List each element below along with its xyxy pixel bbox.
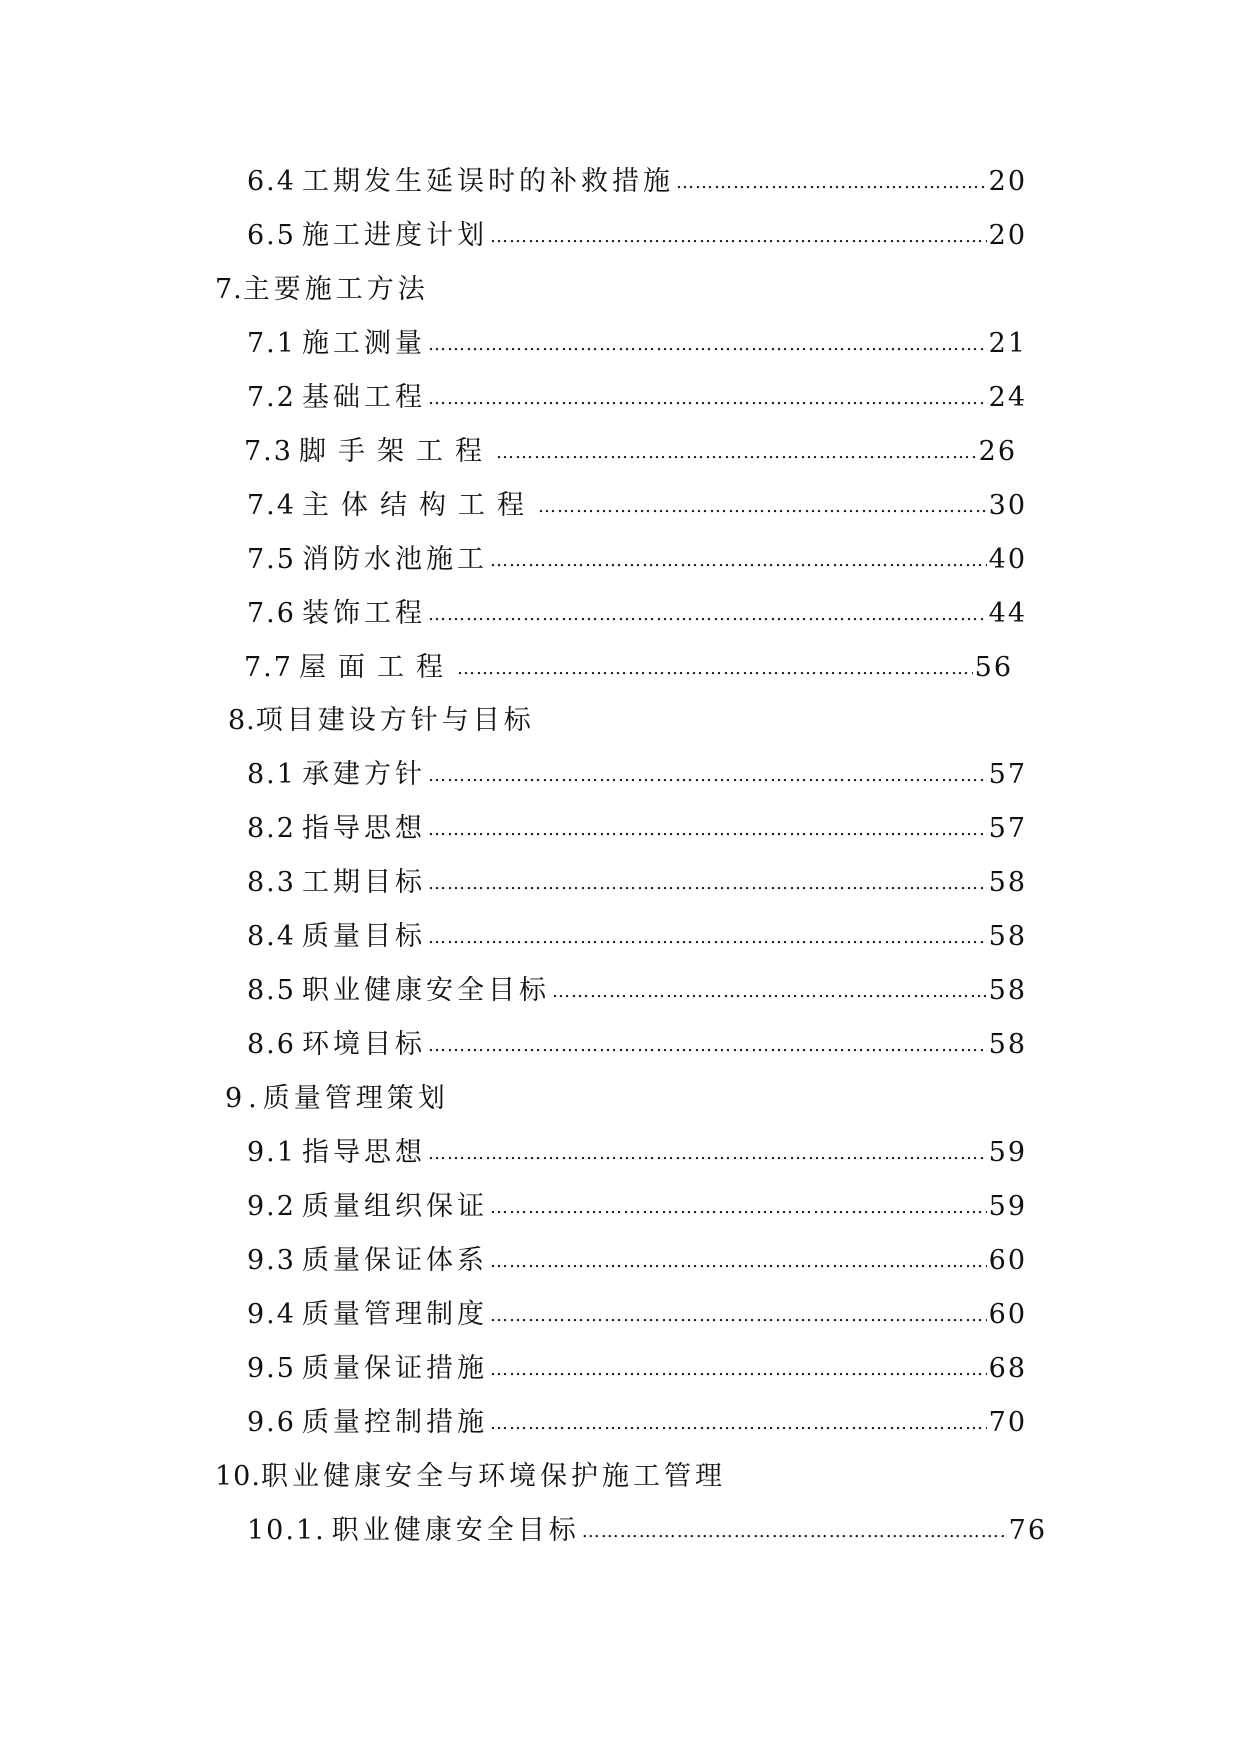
- dot-leader: [428, 1136, 987, 1172]
- toc-entry-number: 7.4: [247, 490, 296, 521]
- toc-entry-page: 59: [988, 1191, 1027, 1222]
- toc-entry-7-4[interactable]: [247, 488, 1027, 527]
- toc-entry-number: 10.1.: [247, 1515, 326, 1546]
- dot-leader: [496, 435, 977, 471]
- dot-leader: [428, 1028, 987, 1064]
- toc-entry-number: 7.3: [244, 436, 293, 467]
- toc-entry-number: 6.4: [247, 166, 296, 197]
- toc-entry-9-3[interactable]: [247, 1243, 1027, 1282]
- toc-heading-9[interactable]: [225, 1081, 449, 1117]
- toc-entry-number: 9.6: [247, 1407, 296, 1438]
- toc-heading-title: 职业健康安全与环境保护施工管理: [260, 1461, 726, 1492]
- toc-entry-7-1[interactable]: [247, 326, 1027, 365]
- dot-leader: [490, 1352, 987, 1388]
- toc-entry-page: 58: [988, 1029, 1027, 1060]
- dot-leader: [676, 165, 987, 201]
- toc-heading-number: 8.: [228, 705, 256, 736]
- toc-heading-title: 主要施工方法: [242, 274, 429, 305]
- toc-entry-number: 9.2: [247, 1191, 296, 1222]
- toc-entry-number: 7.1: [247, 328, 296, 359]
- toc-entry-number: 8.5: [247, 975, 296, 1006]
- toc-entry-title: 职业健康安全目标: [331, 1515, 580, 1546]
- dot-leader: [490, 1244, 987, 1280]
- toc-entry-9-1[interactable]: [247, 1135, 1027, 1174]
- dot-leader: [490, 1298, 987, 1334]
- dot-leader: [428, 866, 987, 902]
- toc-entry-title: 环境目标: [301, 1029, 426, 1060]
- toc-entry-title: 承建方针: [301, 759, 426, 790]
- toc-entry-6-4[interactable]: [247, 164, 1027, 203]
- dot-leader: [490, 219, 987, 255]
- toc-entry-number: 7.5: [247, 544, 296, 575]
- toc-entry-page: 30: [988, 490, 1027, 521]
- toc-entry-page: 21: [988, 328, 1027, 359]
- toc-entry-8-2[interactable]: [247, 811, 1027, 850]
- toc-entry-page: 59: [988, 1137, 1027, 1168]
- toc-entry-title: 装饰工程: [301, 598, 426, 629]
- toc-entry-number: 8.6: [247, 1029, 296, 1060]
- toc-entry-page: 60: [988, 1299, 1027, 1330]
- toc-entry-page: 57: [988, 759, 1027, 790]
- toc-entry-number: 8.1: [247, 759, 296, 790]
- dot-leader: [538, 489, 987, 525]
- toc-entry-number: 6.5: [247, 220, 296, 251]
- dot-leader: [490, 1190, 987, 1226]
- toc-entry-7-5[interactable]: [247, 542, 1027, 581]
- toc-entry-number: 8.2: [247, 813, 296, 844]
- toc-entry-page: 60: [988, 1245, 1027, 1276]
- toc-entry-page: 44: [988, 598, 1027, 629]
- toc-entry-8-5[interactable]: [247, 973, 1027, 1012]
- toc-entry-title: 屋面工程: [298, 652, 455, 683]
- toc-entry-7-6[interactable]: [247, 596, 1027, 635]
- toc-entry-page: 58: [988, 921, 1027, 952]
- toc-entry-8-4[interactable]: [247, 919, 1027, 958]
- toc-entry-title: 施工进度计划: [301, 220, 488, 251]
- toc-entry-page: 57: [988, 813, 1027, 844]
- dot-leader: [428, 327, 987, 363]
- toc-entry-title: 基础工程: [301, 382, 426, 413]
- toc-entry-number: 8.3: [247, 867, 296, 898]
- toc-entry-title: 质量保证措施: [301, 1353, 488, 1384]
- toc-heading-number: 9.: [225, 1083, 263, 1114]
- toc-entry-page: 68: [988, 1353, 1027, 1384]
- toc-entry-title: 指导思想: [301, 1137, 426, 1168]
- toc-entry-number: 9.4: [247, 1299, 296, 1330]
- dot-leader: [428, 812, 987, 848]
- dot-leader: [552, 974, 987, 1010]
- toc-entry-title: 职业健康安全目标: [301, 975, 550, 1006]
- toc-entry-title: 主体结构工程: [301, 490, 536, 521]
- toc-entry-9-4[interactable]: [247, 1297, 1027, 1336]
- dot-leader: [457, 651, 973, 687]
- toc-entry-page: 56: [974, 652, 1013, 683]
- dot-leader: [428, 920, 987, 956]
- toc-entry-title: 施工测量: [301, 328, 426, 359]
- toc-entry-number: 7.2: [247, 382, 296, 413]
- toc-entry-number: 7.7: [244, 652, 293, 683]
- toc-entry-title: 工期发生延误时的补救措施: [301, 166, 674, 197]
- toc-entry-page: 24: [988, 382, 1027, 413]
- toc-entry-9-6[interactable]: [247, 1405, 1027, 1444]
- toc-heading-title: 项目建设方针与目标: [255, 705, 535, 736]
- toc-entry-7-7[interactable]: [244, 650, 1013, 689]
- toc-entry-page: 76: [1008, 1515, 1047, 1546]
- toc-entry-title: 质量目标: [301, 921, 426, 952]
- toc-heading-title: 质量管理策划: [262, 1083, 449, 1114]
- toc-entry-title: 指导思想: [301, 813, 426, 844]
- toc-entry-7-2[interactable]: [247, 380, 1027, 419]
- toc-entry-number: 8.4: [247, 921, 296, 952]
- toc-entry-6-5[interactable]: [247, 218, 1027, 257]
- toc-heading-number: 7.: [215, 274, 243, 305]
- toc-entry-number: 9.5: [247, 1353, 296, 1384]
- toc-entry-page: 58: [988, 867, 1027, 898]
- toc-entry-title: 工期目标: [301, 867, 426, 898]
- dot-leader: [582, 1514, 1007, 1550]
- toc-heading-8[interactable]: [228, 703, 535, 739]
- toc-entry-page: 58: [988, 975, 1027, 1006]
- toc-entry-title: 脚手架工程: [298, 436, 494, 467]
- toc-entry-page: 20: [988, 166, 1027, 197]
- toc-entry-title: 质量管理制度: [301, 1299, 488, 1330]
- dot-leader: [490, 543, 987, 579]
- dot-leader: [490, 1406, 987, 1442]
- toc-entry-title: 消防水池施工: [301, 544, 488, 575]
- dot-leader: [428, 597, 987, 633]
- toc-entry-8-1[interactable]: [247, 757, 1027, 796]
- toc-heading-number: 10.: [215, 1461, 261, 1492]
- toc-heading-7[interactable]: [215, 272, 429, 308]
- toc-entry-9-2[interactable]: [247, 1189, 1027, 1228]
- toc-entry-8-6[interactable]: [247, 1027, 1027, 1066]
- toc-entry-7-3[interactable]: [244, 434, 1017, 473]
- toc-entry-number: 7.6: [247, 598, 296, 629]
- toc-entry-number: 9.1: [247, 1137, 296, 1168]
- toc-entry-title: 质量控制措施: [301, 1407, 488, 1438]
- toc-entry-page: 40: [988, 544, 1027, 575]
- toc-entry-8-3[interactable]: [247, 865, 1027, 904]
- dot-leader: [428, 381, 987, 417]
- toc-entry-title: 质量保证体系: [301, 1245, 488, 1276]
- toc-entry-title: 质量组织保证: [301, 1191, 488, 1222]
- toc-entry-number: 9.3: [247, 1245, 296, 1276]
- toc-entry-9-5[interactable]: [247, 1351, 1027, 1390]
- toc-entry-page: 26: [978, 436, 1017, 467]
- toc-heading-10[interactable]: [215, 1459, 726, 1495]
- toc-entry-page: 20: [988, 220, 1027, 251]
- toc-entry-page: 70: [988, 1407, 1027, 1438]
- toc-entry-10-1[interactable]: [247, 1513, 1047, 1552]
- dot-leader: [428, 758, 987, 794]
